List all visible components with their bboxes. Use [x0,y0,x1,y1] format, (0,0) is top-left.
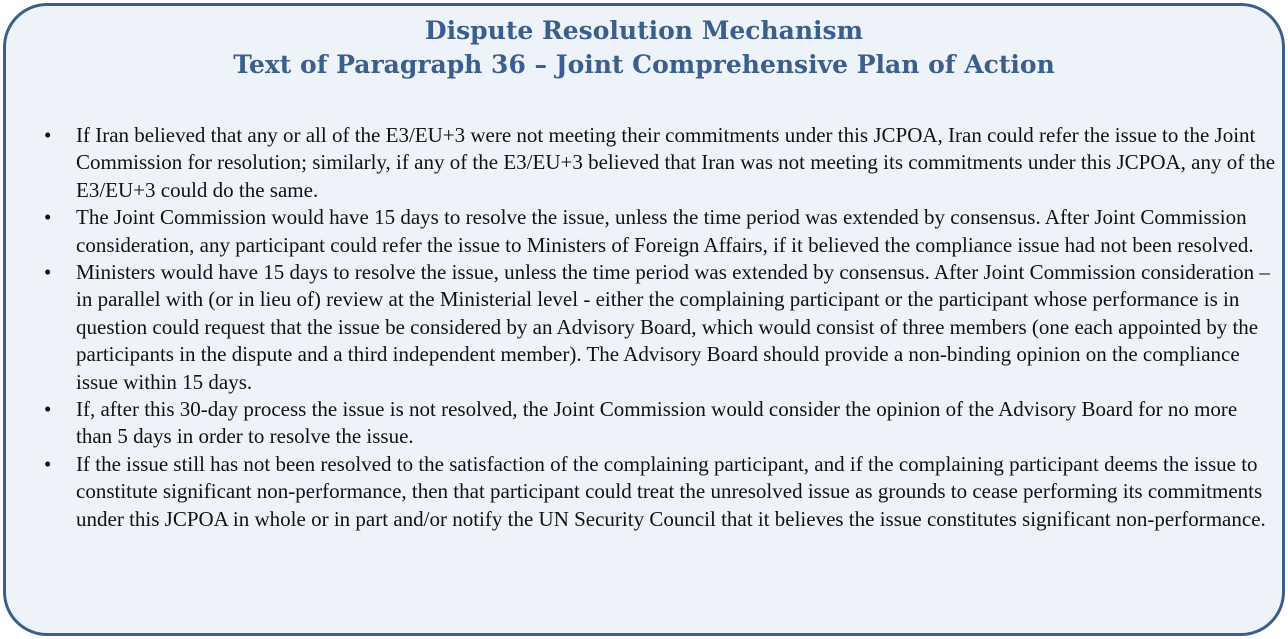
list-item [6,259,1282,396]
list-item [6,204,1282,259]
page-title [6,14,1282,82]
list-item [6,396,1282,451]
list-item-text: Ministers would have 15 days to resolve the issue, unless the time period was extended by consensus. After Joint Commission consideration – in parallel with (or in lieu of) review at the Ministerial level - either the complaining participant or the participant whose performance is in question could request that the issue be considered by an Advisory Board, which would consist of three members (one each appointed by the participants in the dispute and a third independent member). The Advisory Board should provide a non-binding opinion on the compliance issue within 15 days. [76,260,1270,394]
list-item-text: If, after this 30-day process the issue is not resolved, the Joint Commission would consider the opinion of the Advisory Board for no more than 5 days in order to resolve the issue. [76,397,1238,449]
bullet-icon: • [44,205,52,230]
bullet-icon: • [44,123,52,147]
title-line-1: Dispute Resolution Mechanism [424,16,864,45]
title-line-2: Text of Paragraph 36 – Joint Comprehensive Plan of Action [233,50,1055,79]
list-item [6,451,1282,533]
bullet-icon: • [44,260,52,285]
list-item-text: The Joint Commission would have 15 days to resolve the issue, unless the time period was extended by consensus. After Joint Commission consideration, any participant could refer the issue to Ministers of Foreign Affairs, if it believed the compliance issue had not been resolved. [76,205,1254,257]
list-item [6,122,1282,204]
bullet-icon: • [44,397,52,422]
bullet-icon: • [44,451,52,476]
content-panel [3,3,1285,636]
bullet-list [6,122,1282,533]
list-item-text: If the issue still has not been resolved to the satisfaction of the complaining participant, and if the complaining participant deems the issue to constitute significant non-performance, then that participant could treat the unresolved issue as grounds to cease performing its commitments under this JCPOA in whole or in part and/or notify the UN Security Council that it believes the issue constitutes significant non-performance. [76,451,1266,531]
list-item-text: If Iran believed that any or all of the E3/EU+3 were not meeting their commitments under this JCPOA, Iran could refer the issue to the Joint Commission for resolution; similarly, if any of the E3/EU+3 believed that Iran was not meeting its commitments under this JCPOA, any of the E3/EU+3 could do the same. [76,123,1276,202]
